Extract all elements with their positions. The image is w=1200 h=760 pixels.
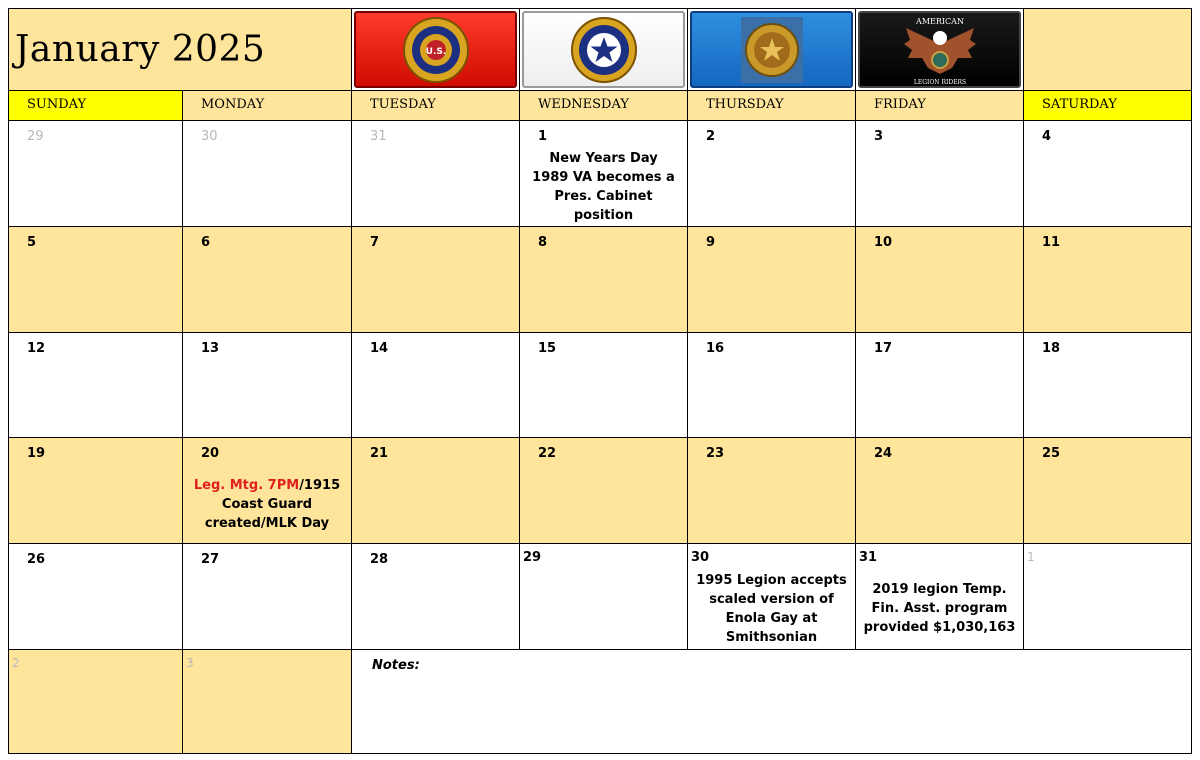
day-number: 13 [201, 341, 220, 356]
day-number: 2 [706, 129, 716, 144]
day-cell [8, 649, 183, 754]
event-line: Pres. Cabinet [554, 189, 653, 204]
event-line: Coast Guard [221, 497, 313, 512]
day-number: 18 [1042, 341, 1061, 356]
day-number: 24 [874, 446, 893, 461]
riders-bottom-text: LEGION RIDERS [913, 78, 966, 86]
day-number: 22 [538, 446, 557, 461]
day-number: 8 [538, 235, 548, 250]
riders-top-text: AMERICAN [915, 16, 964, 26]
day-cell [1023, 543, 1192, 650]
day-number: 16 [706, 341, 725, 356]
event-line: position [573, 208, 634, 223]
day-cell [855, 226, 1024, 333]
day-number: 19 [27, 446, 46, 461]
day-number: 5 [27, 235, 37, 250]
day-cell [351, 543, 520, 650]
header-friday: FRIDAY [855, 90, 1024, 121]
header-wednesday: WEDNESDAY [519, 90, 688, 121]
event-line: Fin. Asst. program [871, 601, 1008, 616]
day-cell [8, 226, 183, 333]
day-cell [351, 437, 520, 544]
day-cell-jan-30 [687, 543, 856, 650]
event-line: created/MLK Day [204, 516, 330, 531]
month-title: January 2025 [15, 29, 266, 70]
day-number: 15 [538, 341, 557, 356]
day-cell [687, 226, 856, 333]
day-number: 4 [1042, 129, 1052, 144]
day-number: 28 [370, 552, 389, 567]
event-line: 1995 Legion accepts [696, 573, 847, 588]
day-cell [519, 332, 688, 438]
svg-text:U.S.: U.S. [425, 46, 446, 57]
day-number: 9 [706, 235, 716, 250]
day-number: 21 [370, 446, 389, 461]
event-jan-1 [522, 149, 685, 225]
sons-emblem-backdrop [741, 17, 803, 83]
title-blank-cell [1023, 8, 1192, 91]
day-cell [182, 226, 352, 333]
event-jan-30 [690, 571, 853, 647]
event-line: Smithsonian [725, 630, 818, 645]
day-number: 11 [1042, 235, 1061, 250]
day-number: 31 [370, 129, 387, 144]
day-cell [182, 649, 352, 754]
day-number: 10 [874, 235, 893, 250]
day-cell [1023, 120, 1192, 227]
event-fragment: /1915 [299, 478, 341, 493]
day-cell-jan-31 [855, 543, 1024, 650]
event-line: New Years Day [549, 151, 658, 166]
day-number: 20 [201, 446, 220, 461]
day-number: 30 [691, 550, 710, 565]
day-cell [1023, 332, 1192, 438]
legion-logo-cell [351, 8, 520, 91]
sons-logo-cell [687, 8, 856, 91]
day-cell [182, 120, 352, 227]
day-cell [519, 437, 688, 544]
day-number: 31 [859, 550, 878, 565]
riders-eagle-icon [900, 14, 980, 86]
event-line: 1989 VA becomes a [532, 170, 675, 185]
day-number: 30 [201, 129, 218, 144]
title-cell [8, 8, 352, 91]
day-cell [687, 120, 856, 227]
sons-emblem-icon [744, 22, 800, 78]
day-number: 26 [27, 552, 46, 567]
day-cell [519, 226, 688, 333]
day-cell [855, 332, 1024, 438]
event-line: scaled version of [709, 592, 834, 607]
day-cell [8, 120, 183, 227]
day-number: 6 [201, 235, 211, 250]
header-monday: MONDAY [182, 90, 352, 121]
auxiliary-emblem-icon [569, 15, 639, 85]
day-number: 23 [706, 446, 725, 461]
day-number: 3 [874, 129, 884, 144]
header-saturday: SATURDAY [1023, 90, 1192, 121]
day-number: 2 [12, 656, 20, 670]
day-cell [351, 226, 520, 333]
day-cell [687, 437, 856, 544]
riders-logo-cell [855, 8, 1024, 91]
meeting-label: Leg. Mtg. 7PM [193, 478, 300, 493]
auxiliary-logo-cell [519, 8, 688, 91]
day-cell [351, 332, 520, 438]
day-cell-jan-1 [519, 120, 688, 227]
day-cell [351, 120, 520, 227]
day-number: 1 [1027, 550, 1035, 564]
day-cell [8, 332, 183, 438]
day-number: 17 [874, 341, 893, 356]
day-cell [1023, 437, 1192, 544]
day-number: 12 [27, 341, 46, 356]
legion-emblem-icon [401, 15, 471, 85]
event-line [185, 476, 349, 495]
day-cell [8, 543, 183, 650]
day-cell [182, 543, 352, 650]
notes-label: Notes: [372, 658, 420, 673]
day-number: 1 [538, 129, 548, 144]
event-line: provided $1,030,163 [863, 620, 1016, 635]
event-jan-20 [185, 476, 349, 533]
day-cell [519, 543, 688, 650]
day-cell [855, 120, 1024, 227]
day-cell [687, 332, 856, 438]
event-line: 2019 legion Temp. [872, 582, 1007, 597]
day-number: 14 [370, 341, 389, 356]
day-number: 3 [186, 656, 194, 670]
header-sunday: SUNDAY [8, 90, 183, 121]
header-tuesday: TUESDAY [351, 90, 520, 121]
day-cell [8, 437, 183, 544]
day-cell-jan-20 [182, 437, 352, 544]
header-thursday: THURSDAY [687, 90, 856, 121]
event-line: Enola Gay at [725, 611, 818, 626]
day-number: 27 [201, 552, 220, 567]
event-jan-31 [858, 580, 1021, 637]
notes-area[interactable] [351, 649, 1192, 754]
day-cell [855, 437, 1024, 544]
day-number: 29 [27, 129, 44, 144]
day-cell [1023, 226, 1192, 333]
day-number: 29 [523, 550, 542, 565]
calendar [8, 8, 1192, 754]
day-cell [182, 332, 352, 438]
day-number: 25 [1042, 446, 1061, 461]
day-number: 7 [370, 235, 380, 250]
